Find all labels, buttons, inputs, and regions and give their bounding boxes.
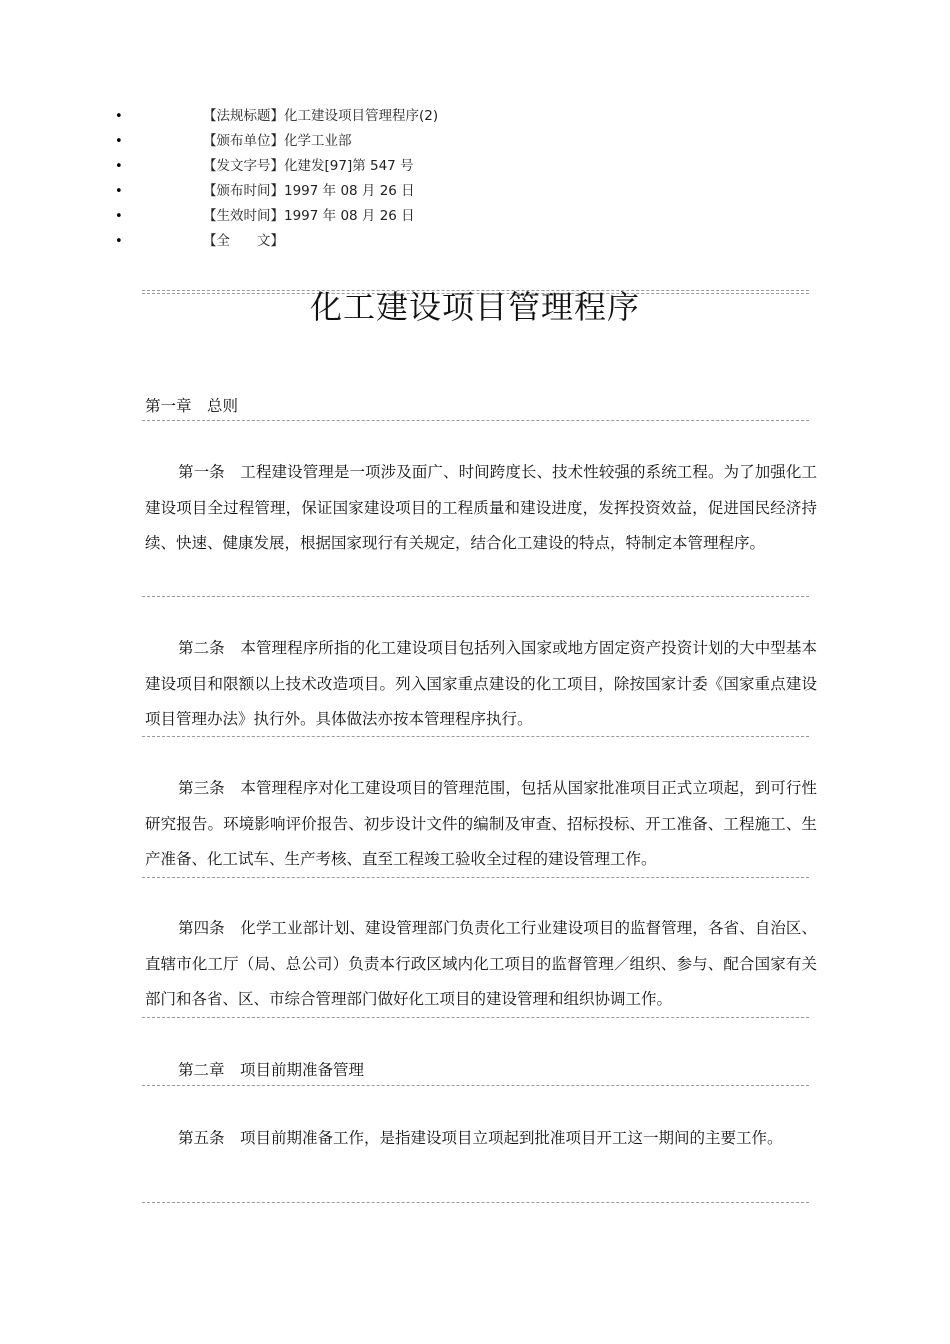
- article-text: 本管理程序所指的化工建设项目包括列入国家或地方固定资产投资计划的大中型基本建设项目和限额以上技术改造项目。列入国家重点建设的化工项目，除按国家计委《国家重点建设项目管理办法》执行外。具体做法亦按本管理程序执行。: [145, 639, 817, 728]
- article-text: 本管理程序对化工建设项目的管理范围，包括从国家批准项目正式立项起，到可行性研究报告。环境影响评价报告、初步设计文件的编制及审查、招标投标、开工准备、工程施工、生产准备、化工试车、生产考核、直至工程竣工验收全过程的建设管理工作。: [145, 779, 817, 868]
- article-label: 第三条: [178, 779, 241, 797]
- metadata-value: 1997 年 08 月 26 日: [284, 208, 415, 224]
- metadata-item-full-text: [0, 229, 950, 254]
- article-5: [145, 1121, 817, 1157]
- article-label: 第四条: [178, 919, 241, 937]
- article-text: 工程建设管理是一项涉及面广、时间跨度长、技术性较强的系统工程。为了加强化工建设项目全过程管理，保证国家建设项目的工程质量和建设进度，发挥投资效益，促进国民经济持续、快速、健康发展，根据国家现行有关规定，结合化工建设的特点，特制定本管理程序。: [145, 463, 817, 552]
- metadata-label: 【全 文】: [203, 233, 284, 249]
- bullet-icon: •: [115, 134, 123, 149]
- article-3: [145, 771, 817, 878]
- bullet-icon: •: [115, 159, 123, 174]
- chapter-heading-1: 第一章 总则: [145, 397, 239, 415]
- article-text: 项目前期准备工作，是指建设项目立项起到批准项目开工这一期间的主要工作。: [240, 1129, 783, 1147]
- divider: [142, 736, 809, 737]
- metadata-item-issuer: [0, 129, 950, 154]
- metadata-label: 【颁布单位】: [203, 133, 284, 149]
- metadata-item-document-number: [0, 154, 950, 179]
- metadata-value: 化工建设项目管理程序(2): [284, 108, 439, 124]
- article-text: 化学工业部计划、建设管理部门负责化工行业建设项目的监督管理，各省、自治区、直辖市化工厅（局、总公司）负责本行政区域内化工项目的监督管理／组织、参与、配合国家有关部门和各省、区、市综合管理部门做好化工项目的建设管理和组织协调工作。: [145, 919, 817, 1008]
- bullet-icon: •: [115, 209, 123, 224]
- bullet-icon: •: [115, 234, 123, 249]
- chapter-heading-2: 第二章 项目前期准备管理: [178, 1061, 365, 1079]
- metadata-item-title: [0, 104, 950, 129]
- document-title: 化工建设项目管理程序: [309, 288, 640, 326]
- article-label: 第二条: [178, 639, 241, 657]
- article-label: 第五条: [178, 1129, 241, 1147]
- bullet-icon: •: [115, 109, 123, 124]
- metadata-label: 【发文字号】: [203, 158, 284, 174]
- article-label: 第一条: [178, 463, 241, 481]
- metadata-label: 【颁布时间】: [203, 183, 284, 199]
- metadata-value: 1997 年 08 月 26 日: [284, 183, 415, 199]
- divider: [142, 877, 809, 878]
- metadata-list: [0, 104, 950, 254]
- bullet-icon: •: [115, 184, 123, 199]
- article-2: [145, 631, 817, 738]
- metadata-label: 【法规标题】: [203, 108, 284, 124]
- divider: [142, 1085, 809, 1086]
- article-1: [145, 455, 817, 562]
- metadata-item-effective-date: [0, 204, 950, 229]
- article-4: [145, 911, 817, 1018]
- divider: [142, 596, 809, 597]
- metadata-label: 【生效时间】: [203, 208, 284, 224]
- divider: [142, 1017, 809, 1018]
- divider: [142, 420, 809, 421]
- metadata-item-issue-date: [0, 179, 950, 204]
- metadata-value: 化建发[97]第 547 号: [284, 158, 414, 174]
- metadata-value: 化学工业部: [284, 133, 352, 149]
- divider: [142, 1202, 809, 1203]
